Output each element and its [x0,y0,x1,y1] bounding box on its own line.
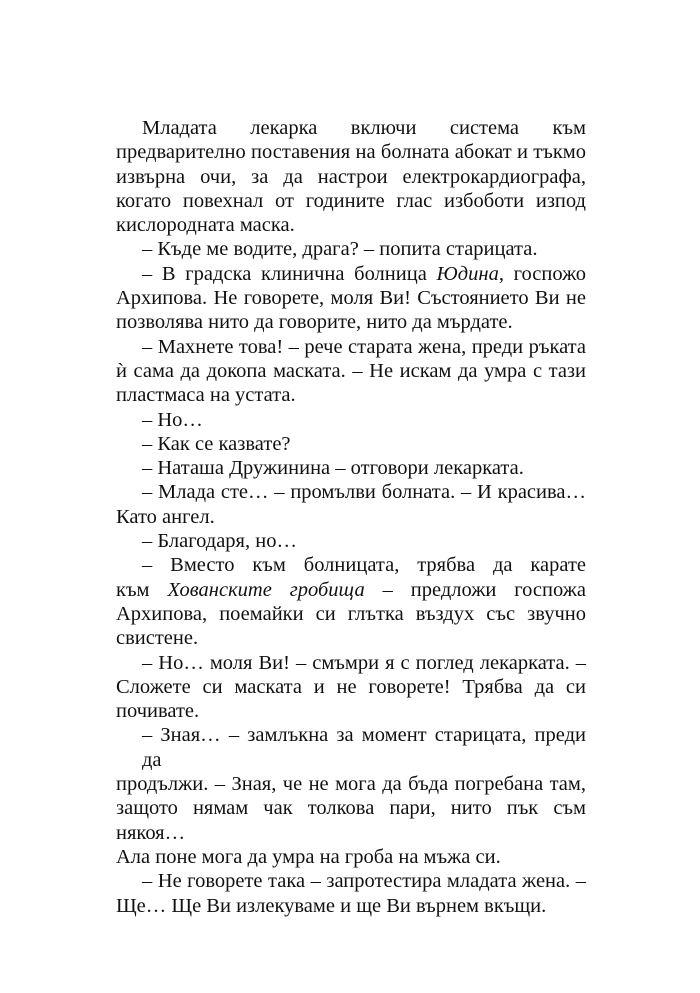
text-segment: – В градска клинична болница [142,262,437,285]
text-line: Ала поне мога да умра на гроба на мъжа си. [116,845,501,868]
text-line: Архипова, поемайки си глътка въздух със звучно [116,602,586,625]
text-line: Младата лекарка включи система към [142,117,586,139]
text-line: извърна очи, за да настрои електрокардиографа, [116,165,586,188]
text-line: кислородната маска. [116,214,295,237]
paragraph [116,553,586,650]
paragraph [116,456,586,480]
text-line: свистене. [116,627,199,650]
paragraph [116,262,586,335]
body-text [116,116,586,918]
text-line [116,578,586,602]
paragraph [116,480,586,529]
text-line: когато повехнал от годините глас избоботи изпод [116,189,586,212]
text-line: – Вместо към болницата, трябва да карате [142,554,586,577]
text-segment: , госпожо [498,262,587,285]
text-line: – Но… моля Ви! – смъмри я с поглед лекарката. – [142,651,586,674]
text-line: предварително поставения на болната абокат и тъкмо [116,141,586,164]
text-segment: към [116,578,168,601]
text-line: ѝ сама да докопа маската. – Не искам да умра с тази [116,359,586,382]
text-line: почивате. [116,700,200,723]
text-line: Като ангел. [116,505,215,528]
paragraph [116,335,586,408]
text-segment: – предложи госпожа [364,578,586,601]
text-line: – Но… [142,408,203,431]
text-line: Ще… Ще Ви излекуваме и ще Ви върнем вкъщи. [116,894,547,917]
paragraph [116,651,586,724]
text-line: пластмаса на устата. [116,384,296,407]
text-line: защото нямам чак толкова пари, нито пък съм някоя… [116,797,586,844]
text-line: продължи. – Зная, че не мога да бъда погребана там, [116,773,586,796]
text-line: – Млада сте… – промълви болната. – И красива… [142,481,586,504]
italic-name: Юдина [436,262,499,285]
paragraph [116,529,586,553]
text-line: Сложете си маската и не говорете! Трябва да си [116,675,586,698]
text-line: позволява нито да говорите, нито да мърдате. [116,311,513,334]
text-line: – Махнете това! – рече старата жена, преди ръката [142,335,586,358]
paragraph [116,869,586,918]
text-line: – Зная… – замлъкна за момент старицата, преди да [142,724,586,771]
paragraph [116,116,586,237]
italic-place-name: Хованските гробища [167,578,365,601]
text-line: Архипова. Не говорете, моля Ви! Състоянието Ви не [116,287,586,310]
paragraph [116,237,586,261]
text-line: – Как се казвате? [142,432,291,455]
paragraph [116,432,586,456]
text-line: – Къде ме водите, драга? – попита старицата. [142,238,538,261]
text-line [116,262,586,286]
paragraph [116,408,586,432]
paragraph [116,723,586,869]
text-line: – Не говорете така – запротестира младата жена. – [142,870,586,893]
text-line: – Благодаря, но… [142,530,297,553]
text-line: – Наташа Дружинина – отговори лекарката. [142,457,524,480]
